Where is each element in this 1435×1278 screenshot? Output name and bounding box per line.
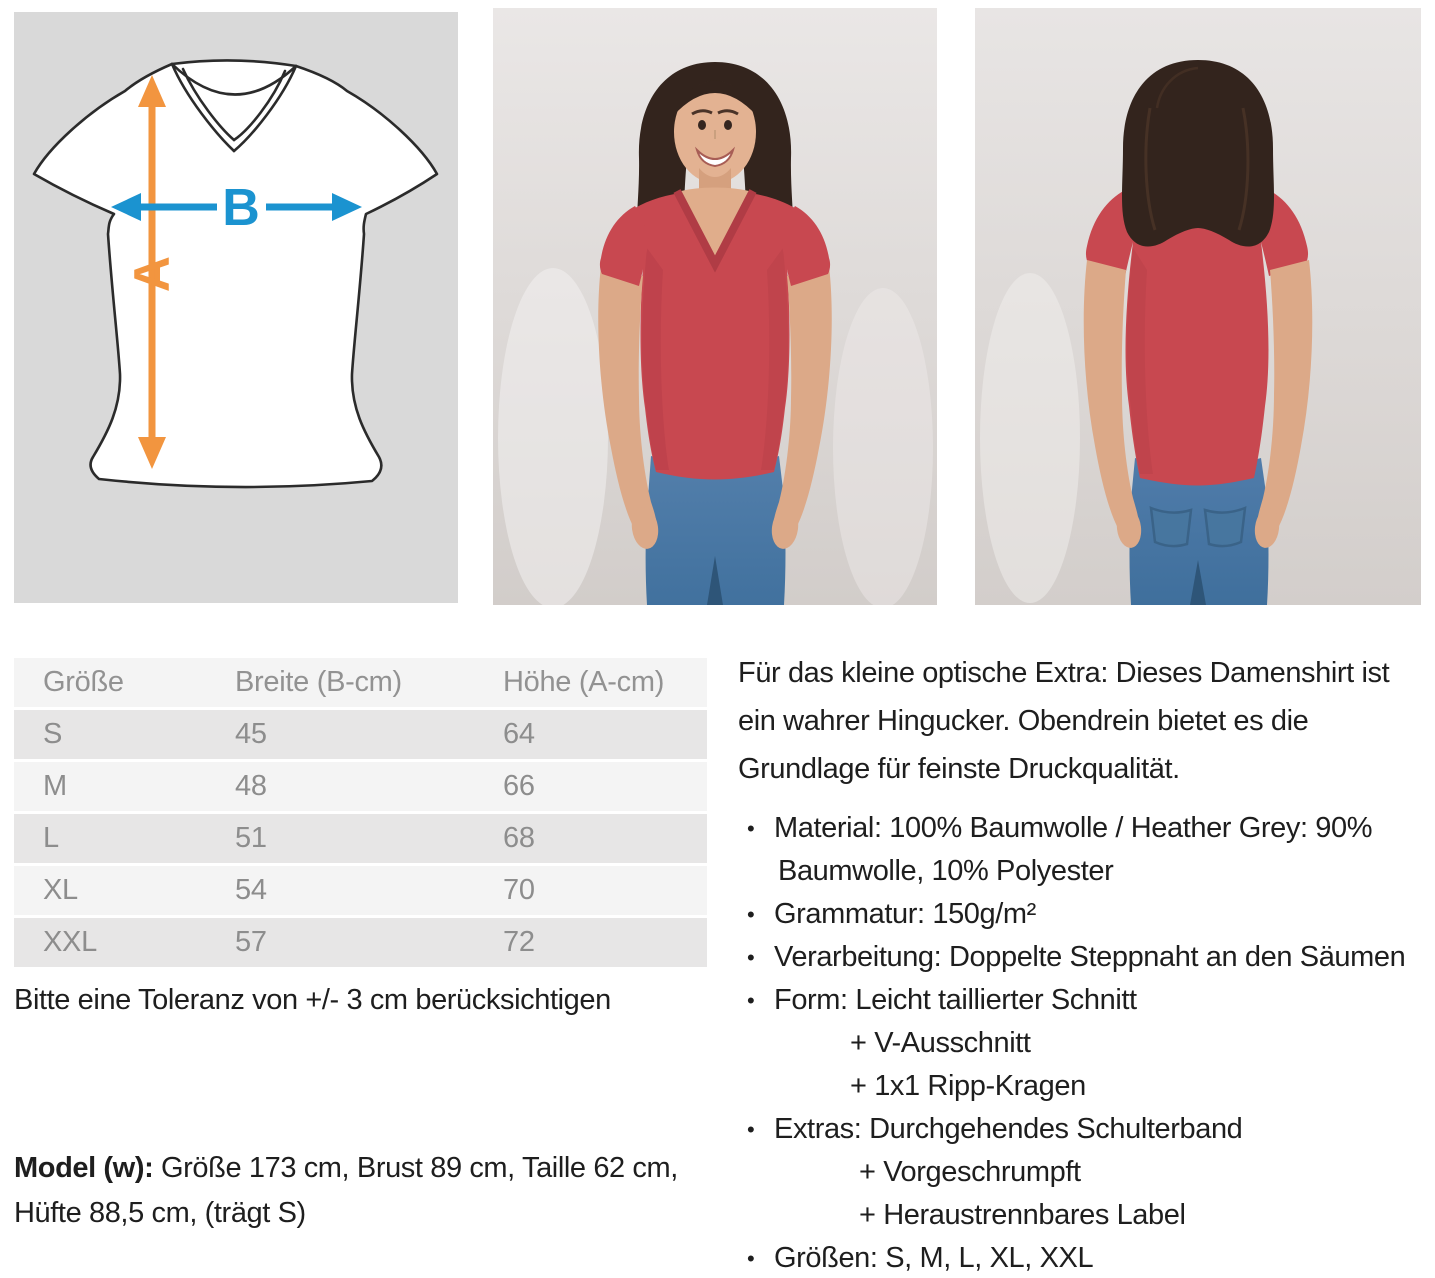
bullet-icon: • <box>747 902 755 927</box>
model-photo-back <box>975 8 1421 605</box>
model-front-illustration <box>493 8 937 605</box>
bullet-sub-item: + 1x1 Ripp-Kragen <box>850 1070 1086 1102</box>
description-paragraph: Für das kleine optische Extra: Dieses Damenshirt ist ein wahrer Hingucker. Obendrein bietet es die Grundlage für feinste Druckqualität. <box>738 657 1390 785</box>
back-pocket-right <box>1205 508 1245 546</box>
tolerance-note: Bitte eine Toleranz von +/- 3 cm berücksichtigen <box>14 984 611 1016</box>
bullet-icon: • <box>747 988 755 1013</box>
table-header-row <box>14 658 707 707</box>
size-table <box>14 658 707 970</box>
table-row: M 48 66 <box>14 762 707 811</box>
table-row: XL 54 70 <box>14 866 707 915</box>
bullet-sub-item: + Vorgeschrumpft <box>859 1156 1081 1188</box>
col-header-size: Größe <box>43 666 124 698</box>
back-pocket-left <box>1151 508 1191 546</box>
model-info-line2: Hüfte 88,5 cm, (trägt S) <box>14 1197 306 1229</box>
hair-back <box>1122 60 1274 247</box>
table-row: XXL 57 72 <box>14 918 707 967</box>
background-highlight <box>498 268 608 605</box>
bullet-icon: • <box>747 945 755 970</box>
eye-right <box>724 120 732 130</box>
model-info-label: Model (w): <box>14 1152 154 1184</box>
bullet-item: • Größen: S, M, L, XL, XXL <box>738 1237 1433 1278</box>
bullet-item: • Material: 100% Baumwolle / Heather Grey: 90% <box>738 807 1433 850</box>
bullet-list <box>738 807 1433 1278</box>
bullet-icon: • <box>747 1246 755 1271</box>
model-info <box>14 1146 714 1236</box>
model-info-line1: Model (w): Größe 173 cm, Brust 89 cm, Taille 62 cm, <box>14 1152 678 1184</box>
size-diagram-panel <box>14 12 458 603</box>
col-header-height: Höhe (A-cm) <box>503 666 665 698</box>
shirt-outline <box>34 60 437 487</box>
table-row: S 45 64 <box>14 710 707 759</box>
eye-left <box>698 120 706 130</box>
bullet-icon: • <box>747 1117 755 1142</box>
tshirt-front <box>635 188 795 480</box>
shirt-measurement-diagram <box>14 12 458 603</box>
table-row: L 51 68 <box>14 814 707 863</box>
label-a: A <box>124 255 180 293</box>
model-photo-front <box>493 8 937 605</box>
bullet-item: • Extras: Durchgehendes Schulterband <box>738 1108 1433 1151</box>
bullet-item: • Grammatur: 150g/m² <box>738 893 1433 936</box>
bullet-sub-item: + Heraustrennbares Label <box>859 1199 1186 1231</box>
col-header-width: Breite (B-cm) <box>235 666 402 698</box>
bullet-item: • Form: Leicht taillierter Schnitt <box>738 979 1433 1022</box>
label-b: B <box>222 179 260 237</box>
bullet-item: • Verarbeitung: Doppelte Steppnaht an den Säumen <box>738 936 1433 979</box>
product-description <box>738 649 1433 1278</box>
bullet-icon: • <box>747 816 755 841</box>
bullet-item-continuation: Baumwolle, 10% Polyester <box>778 855 1114 887</box>
bullet-sub-item: + V-Ausschnitt <box>850 1027 1031 1059</box>
model-back-illustration <box>975 8 1421 605</box>
